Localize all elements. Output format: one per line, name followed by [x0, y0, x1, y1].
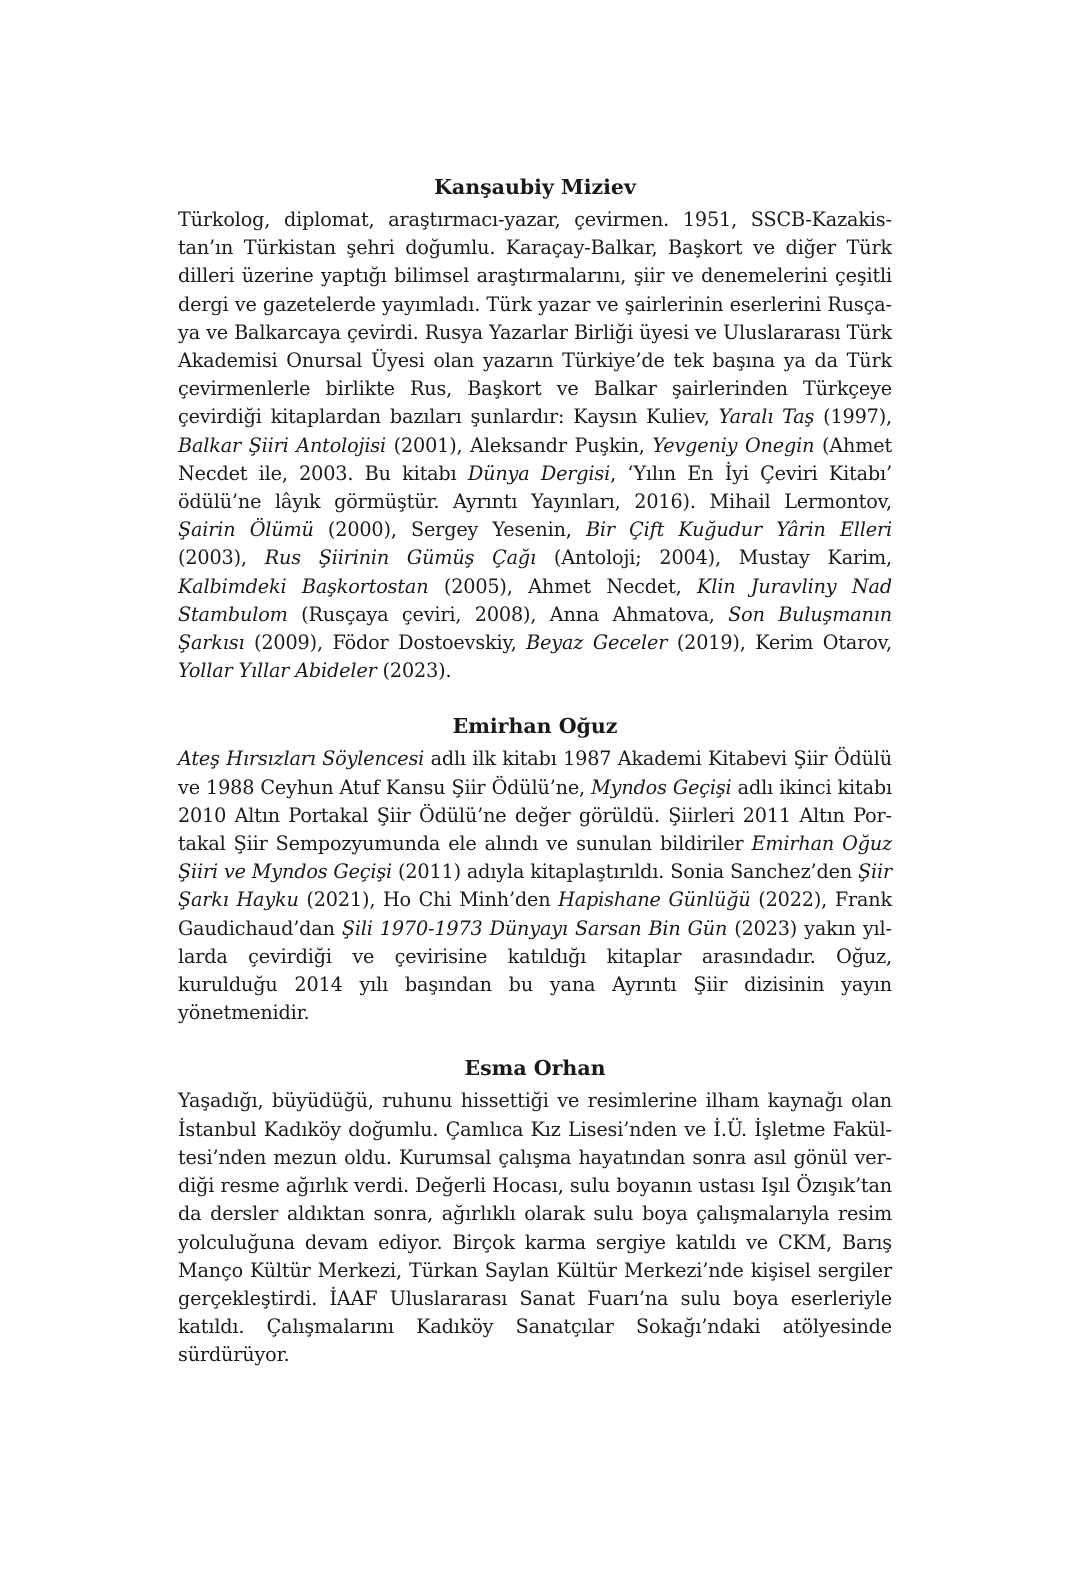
book-title: Kalbimdeki Başkortostan [178, 574, 429, 598]
book-title: Klin Juravliny Nad Stambulom [178, 574, 892, 626]
book-title: Yollar Yıllar Abideler [178, 659, 377, 683]
text-run: (Rusçaya çeviri, 2008), Anna Ahmatova, [287, 602, 729, 626]
text-run: Türkolog, diplomat, araştırmacı-yazar, çevirmen. 1951, SSCB-Kazakistan’ın Türkistan şehri doğumlu. Karaçay-Balkar, Başkort ve diğer Türk dilleri üzerine yaptığı bilimsel araştırmalarını, şiir ve denemelerini çeşitli dergi ve gazetelerde yayımladı. Türk yazar ve şairlerinin eserlerini Rusçaya ve Balkarcaya çevirdi. Rusya Yazarlar Birliği üyesi ve Uluslararası Türk Akademisi Onursal Üyesi olan yazarın Türkiye’de tek başına ya da Türk çevirmenlerle birlikte Rus, Başkort ve Balkar şairlerinden Türkçeye çevirdiği kitaplardan bazıları şunlardır: Kaysın Kuliev, [178, 208, 892, 429]
bio-name: Esma Orhan [464, 1056, 606, 1081]
text-run: (2023). [376, 659, 452, 683]
text-run: (2023) yakın yıllarda çevirdiği ve çevirisine katıldığı kitaplar arasındadır. Oğuz, kurulduğu 2014 yılı başından bu yana Ayrıntı Şiir dizisinin yayın yönetmenidir. [178, 916, 892, 1025]
book-title: Yevgeniy Onegin [652, 433, 815, 457]
book-title: Hapishane Günlüğü [558, 888, 751, 912]
text-run: (2022), Frank Gaudichaud’dan [178, 888, 892, 940]
text-run: (2005), Ahmet Necdet, [428, 574, 698, 598]
bio-name: Kanşaubiy Miziev [434, 175, 636, 199]
bio-kansaubiy-miziev [178, 172, 892, 685]
book-title: Emirhan Oğuz Şiiri ve Myndos Geçişi [178, 832, 892, 884]
book-title: Myndos Geçişi [591, 775, 732, 799]
text-run: , ‘Yılın En İyi Çeviri Kitabı’ ödülü’ne lâyık görmüştür. Ayrıntı Yayınları, 2016). Mihail Lermontov, [178, 461, 892, 514]
text-run: adlı ikinci kitabı 2010 Altın Portakal Şiir Ödülü’ne değer görüldü. Şiirleri 2011 Altın Portakal Şiir Sempozyumunda ele alındı ve sunulan bildiriler [178, 775, 892, 856]
text-run: (Ahmet Necdet ile, 2003. Bu kitabı [178, 433, 893, 485]
book-title: Beyaz Geceler [526, 631, 668, 655]
book-title: Ateş Hırsızları Söylencesi [178, 747, 425, 771]
book-title: Bir Çift Kuğudur Yârin Elleri [585, 518, 892, 542]
book-title: Şiir Şarkı Hayku [178, 860, 892, 912]
book-title: Şairin Ölümü [178, 518, 314, 542]
bio-text [178, 206, 892, 685]
book-title: Yaralı Taş [718, 405, 815, 429]
text-run: (2019), Kerim Otarov, [667, 631, 892, 655]
text-run: (2000), Sergey Yesenin, [313, 518, 586, 542]
book-title: Rus Şiirinin Gümüş Çağı [264, 546, 537, 570]
text-run: Yaşadığı, büyüdüğü, ruhunu hissettiği ve resimlerine ilham kaynağı olan İstanbul Kadıköy doğumlu. Çamlıca Kız Lisesi’nden ve İ.Ü. İşletme Fakültesi’nden mezun oldu. Kurumsal çalışma hayatından sonra asıl gönül verdiği resme ağırlık verdi. Değerli Hocası, sulu boyanın ustası Işıl Özışık’tan da dersler aldıktan sonra, ağırlıklı olarak sulu boya çalışmalarıyla resim yolculuğuna devam ediyor. Birçok karma sergiye katıldı ve CKM, Barış Manço Kültür Merkezi, Türkan Saylan Kültür Merkezi’nde kişisel sergiler gerçekleştirdi. İAAF Uluslararası Sanat Fuarı’na sulu boya eserleriyle katıldı. Çalışmalarını Kadıköy Sanatçılar Sokağı’ndaki atölyesinde sürdürüyor. [178, 1089, 892, 1367]
bio-text [178, 1087, 892, 1369]
book-title: Şili 1970-1973 Dünyayı Sarsan Bin Gün [341, 916, 728, 940]
text-run: (2003), [178, 546, 265, 570]
text-run: (2021), Ho Chi Minh’den [298, 888, 559, 912]
page-content [178, 172, 892, 1396]
bio-name: Emirhan Oğuz [452, 714, 618, 739]
book-title: Balkar Şiiri Antolojisi [178, 433, 386, 457]
text-run: (1997), [814, 405, 892, 429]
book-title: Dünya Dergisi [467, 461, 611, 485]
text-run: (Antoloji; 2004), Mustay Karim, [536, 546, 892, 570]
bio-emirhan-oguz [178, 711, 892, 1027]
bio-text [178, 745, 892, 1027]
text-run: adlı ilk kitabı 1987 Akademi Kitabevi Şiir Ödülü ve 1988 Ceyhun Atuf Kansu Şiir Ödülü’ne, [178, 747, 892, 799]
text-run: (2009), Födor Dostoevskiy, [244, 631, 527, 655]
book-title: Son Buluşmanın Şarkısı [178, 602, 892, 655]
text-run: (2011) adıyla kitaplaştırıldı. Sonia Sanchez’den [392, 860, 858, 884]
text-run: (2001), Aleksandr Puşkin, [386, 433, 653, 457]
bio-esma-orhan [178, 1053, 892, 1369]
